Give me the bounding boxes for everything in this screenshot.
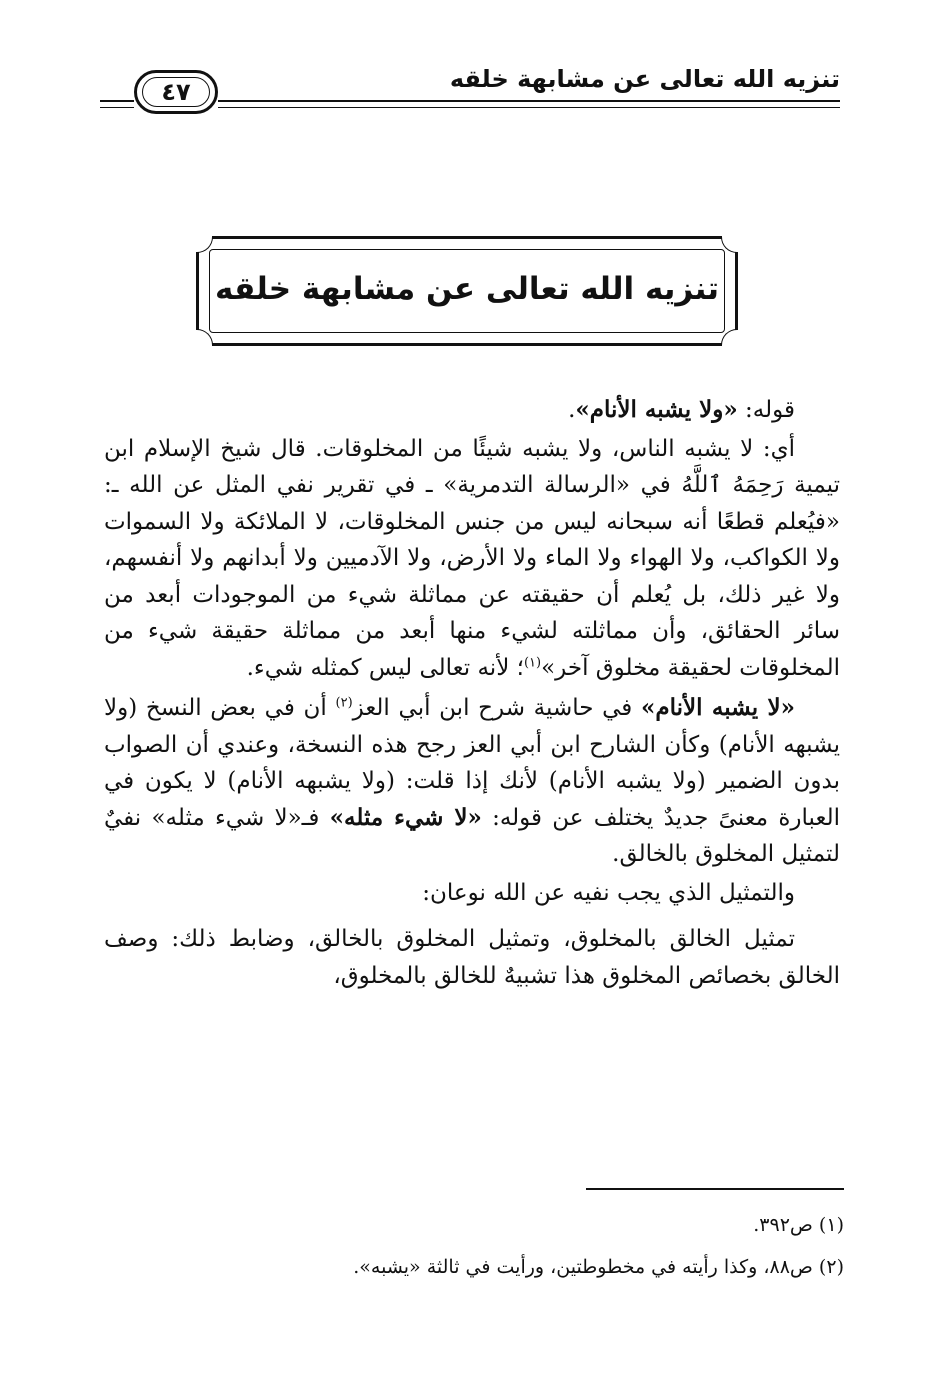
quoted-phrase: «لا شيء مثله» — [329, 803, 482, 831]
footnote-reference: (٢) — [335, 695, 353, 711]
body-text — [104, 392, 840, 994]
paragraph-text: والتمثيل الذي يجب نفيه عن الله نوعان: — [422, 879, 795, 906]
paragraph-text: فـ«لا شيء مثله» نفيٌ لتمثيل المخلوق بالخالق. — [104, 804, 840, 867]
quoted-phrase: «ولا يشبه الأنام» — [575, 396, 738, 423]
chapter-title-frame — [196, 236, 738, 346]
paragraph-tail: ؛ لأنه تعالى ليس كمثله شيء. — [246, 654, 524, 681]
footnote-reference: (١) — [523, 654, 542, 670]
paragraph-explanation — [104, 431, 840, 687]
footnotes — [104, 1204, 844, 1288]
footnote: (١) ص٣٩٢. — [753, 1214, 844, 1236]
quoted-phrase: «لا يشبه الأنام» — [641, 694, 795, 721]
paragraph-types — [104, 875, 840, 912]
paragraph-text: تمثيل الخالق بالمخلوق، وتمثيل المخلوق بالخالق، وضابط ذلك: وصف الخالق بخصائص المخلوق هذا تشبيهٌ للخالق بالمخلوق، — [104, 926, 840, 989]
paragraph-types-detail — [104, 921, 840, 994]
paragraph-variant-note — [104, 690, 840, 873]
page-number: ٤٧ — [161, 78, 191, 106]
paragraph-lead: قوله: — [737, 397, 795, 423]
footnote-separator — [586, 1188, 844, 1190]
footnote: (٢) ص٨٨، وكذا رأيته في مخطوطتين، ورأيت في ثالثة «يشبه». — [353, 1256, 844, 1278]
page-number-badge — [134, 70, 218, 114]
paragraph-text: أن في بعض النسخ (ولا يشبهه الأنام) وكأن الشارح ابن أبي العز رجح هذه النسخة، وعندي أن الصواب بدون الضمير (ولا يشبه الأنام) لأنك إذا قلت: (ولا يشبهه الأنام) لا يكون في العبارة معنىً جديدٌ يختلف عن قوله: — [104, 695, 840, 831]
running-header — [100, 64, 840, 112]
paragraph-text: أي: لا يشبه الناس، ولا يشبه شيئًا من المخلوقات. قال شيخ الإسلام ابن تيمية رَحِمَهُ ٱللَّهُ في «الرسالة التدمرية» ـ في تقرير نفي المثل عن الله ـ: «فيُعلم قطعًا أنه سبحانه ليس من جنس المخلوقات، لا الملائكة ولا السموات ولا الكواكب، ولا الهواء ولا الماء ولا الأرض، ولا الآدميين ولا أبدانهم ولا أنفسهم، ولا غير ذلك، بل يُعلم أن حقيقته عن مماثلة شيء من الموجودات أبعد من سائر الحقائق، وأن مماثلته لشيء منها أبعد من مماثلة حقيقة شيء من المخلوقات لحقيقة مخلوق آخر» — [104, 435, 840, 681]
running-title: تنزيه الله تعالى عن مشابهة خلقه — [449, 65, 840, 93]
header-rule — [218, 100, 840, 108]
chapter-title: تنزيه الله تعالى عن مشابهة خلقه — [215, 271, 719, 307]
paragraph-text: في حاشية شرح ابن أبي العز — [352, 695, 641, 721]
paragraph-quote — [104, 392, 840, 429]
paragraph-rest: . — [568, 397, 576, 423]
header-rule-left — [100, 100, 134, 108]
